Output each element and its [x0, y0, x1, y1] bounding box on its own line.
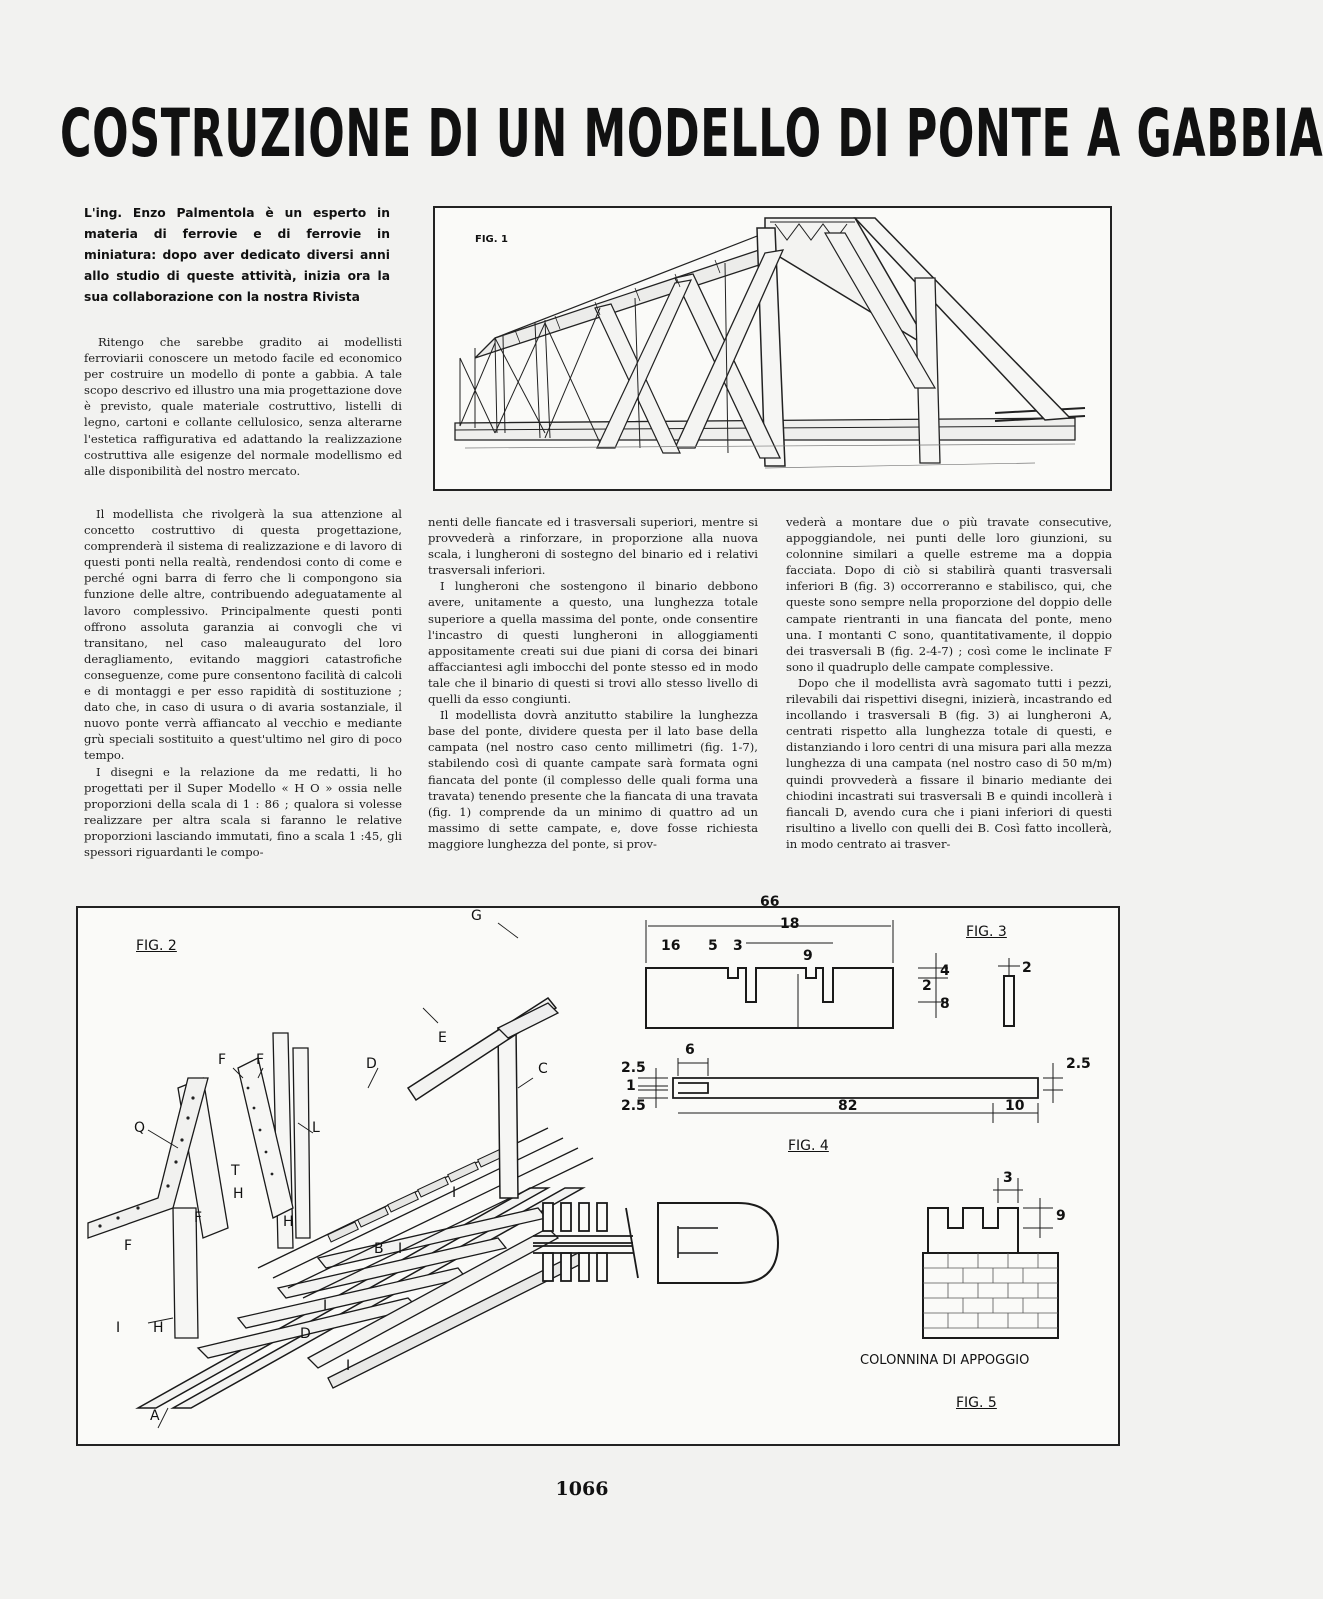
part-letter-d: D — [366, 1056, 377, 1072]
column-3 — [786, 514, 1112, 852]
part-letter-b: B — [374, 1241, 384, 1257]
column-2 — [428, 514, 758, 852]
dimension-8: 8 — [940, 996, 950, 1012]
part-letter-h: H — [153, 1320, 164, 1336]
paragraph: nenti delle fiancate ed i trasversali superiori, mentre si provvederà a rinforzare, in proporzione alla nuova scala, i lungheroni di sostegno del binario ed i relativi trasversali inferiori. — [428, 515, 758, 578]
article-title: COSTRUZIONE DI UN MODELLO DI PONTE A GABBIA — [60, 95, 1323, 172]
author-lead: L'ing. Enzo Palmentola è un esperto in materia di ferrovie e di ferrovie in miniatura: dopo aver dedicato diversi anni allo studio di queste attività, inizia ora la sua collaborazione con la nostra Rivista — [84, 206, 390, 304]
part-letter-a: A — [150, 1408, 160, 1424]
dimension-2-5: 2.5 — [621, 1098, 646, 1114]
part-letter-f: F — [218, 1052, 227, 1068]
part-letter-e: E — [438, 1030, 447, 1046]
dimension-2: 2 — [1022, 960, 1032, 976]
dimension-9: 9 — [1056, 1208, 1066, 1224]
figure-4-label: FIG. 4 — [788, 1138, 829, 1154]
part-letter-i: I — [346, 1358, 351, 1374]
figure-2-label: FIG. 2 — [136, 938, 177, 954]
dimension-18: 18 — [780, 916, 800, 932]
paragraph: Ritengo che sarebbe gradito ai modellisti ferroviarii conoscere un metodo facile ed economico per costruire un modello di ponte a gabbia. A tale scopo descrivo ed illustro una mia progettazione dove è previsto, quale materiale costruttivo, listelli di legno, cartoni e collante cellulosico, senza alterarne l'estetica raffigurativa ed adattando la realizzazione costruttiva alle esigenze del normale modellismo ed alle disponibilità del nostro mercato. — [84, 335, 402, 478]
dimension-3: 3 — [1003, 1170, 1013, 1186]
dimension-2-5: 2.5 — [1066, 1056, 1091, 1072]
part-letter-t: T — [231, 1163, 240, 1179]
paragraph: I disegni e la relazione da me redatti, li ho progettati per il Super Modello « H O » ossia nelle proporzioni della scala di 1 : 86 ; qualora si volesse realizzare per altra scala si faranno le relative proporzioni lasciando immutati, fino a scala 1 :45, gli spessori riguardanti le compo- — [84, 764, 402, 859]
part-letter-i: I — [323, 1298, 328, 1314]
figure-3-label: FIG. 3 — [966, 924, 1007, 940]
dimension-9: 9 — [803, 948, 813, 964]
column-1-body — [84, 506, 402, 860]
dimension-1: 1 — [626, 1078, 636, 1094]
part-letter-l: L — [312, 1120, 320, 1136]
figure-5-label: FIG. 5 — [956, 1395, 997, 1411]
dimension-10: 10 — [1005, 1098, 1025, 1114]
part-letter-c: C — [538, 1061, 548, 1077]
paragraph: Il modellista dovrà anzitutto stabilire la lunghezza base del ponte, dividere questa per il lato base della campata (nel nostro caso cento millimetri (fig. 1-7), stabilendo così di quante campate sarà formata ogni fiancata del ponte (il complesso delle quali forma una travata) tenendo presente che la fiancata di una travata (fig. 1) comprende da un minimo di quattro ad un massimo di sette campate, e, dove fosse richiesta maggiore lunghezza del ponte, si prov- — [428, 708, 758, 851]
figure-1-label: FIG. 1 — [475, 234, 508, 245]
part-letter-h: H — [233, 1186, 244, 1202]
part-letter-h: H — [283, 1214, 294, 1230]
dimension-6: 6 — [685, 1042, 695, 1058]
part-letter-q: Q — [134, 1120, 146, 1136]
paragraph: vederà a montare due o più travate consecutive, appoggiandole, nei punti delle loro giunzioni, su colonnine similari a quelle estreme ma a doppia facciata. Dopo di ciò si stabilirà quanti trasversali inferiori B (fig. 3) occorreranno e stabilisco, qui, che queste sono sempre nella proporzione del doppio delle campate rientranti in una fiancata del ponte, meno una. I montanti C sono, quantitativamente, il doppio dei trasversali B (fig. 2-4-7) ; così come le inclinate F sono il quadruplo delle campate complessive. — [786, 515, 1112, 674]
part-letter-i: I — [398, 1241, 403, 1257]
figures-2-to-5-panel — [76, 894, 1120, 1446]
paragraph: I lungheroni che sostengono il binario debbono avere, unitamente a questo, una lunghezza totale superiore a quella massima del ponte, onde consentire l'incastro di questi lungheroni in alloggiamenti appositamente creati sui due piani di corsa dei binari affacciantesi agli imbocchi del ponte stesso ed in modo tale che il binario di questi si trovi allo stesso livello di quelli da esso congiunti. — [428, 579, 758, 707]
part-letter-f: F — [194, 1210, 203, 1226]
dimension-16: 16 — [661, 938, 681, 954]
paragraph: Il modellista che rivolgerà la sua attenzione al concetto costruttivo di questa progettazione, comprenderà il sistema di realizzazione e di lavoro di questi ponti nella realtà, rendendosi conto di come e perché ogni barra di ferro che li compongono sia funzione delle altre, contribuendo adeguatamente al lavoro complessivo. Principalmente questi ponti offrono assoluta garanzia ai convogli che vi transitano, nel caso maleaugurato del loro deragliamento, evitando maggiori catastrofiche conseguenze, come pure consentono facilità di calcoli e di montaggi e per esso rapidità di sostituzione ; dato che, in caso di usura o di avaria sostanziale, il nuovo ponte verrà affiancato al vecchio e mediante grù speciali sostituito a quest'ultimo nel giro di poco tempo. — [84, 507, 402, 763]
dimension-3: 3 — [733, 938, 743, 954]
part-letter-d: D — [300, 1326, 311, 1342]
dimension-5: 5 — [708, 938, 718, 954]
dimension-4: 4 — [940, 963, 950, 979]
dimension-66: 66 — [760, 894, 780, 910]
figure-5-caption: COLONNINA DI APPOGGIO — [860, 1353, 1030, 1368]
paragraph: Dopo che il modellista avrà sagomato tutti i pezzi, rilevabili dai rispettivi disegni, inizierà, incastrando ed incollando i trasversali B (fig. 3) ai lungheroni A, centrati rispetto alla lunghezza totale di questi, e distanziando i loro centri di una misura pari alla mezza lunghezza di una campata (nel nostro caso di 50 m/m) quindi provvederà a fissare il binario mediante dei chiodini incastrati sui trasversali B e quindi incollerà i fiancali D, avendo cura che i piani inferiori di questi risultino a livello con quelli dei B. Così fatto incollerà, in modo centrato ai trasver- — [786, 675, 1112, 851]
part-letter-g: G — [471, 908, 482, 924]
part-letter-f: F — [124, 1238, 133, 1254]
part-letter-f: F — [256, 1052, 265, 1068]
dimension-2: 2 — [922, 978, 932, 994]
part-letter-i: I — [116, 1320, 121, 1336]
dimension-2-5: 2.5 — [621, 1060, 646, 1076]
figure-1-bridge-perspective — [433, 206, 1112, 491]
bridge-perspective-drawing — [435, 208, 1110, 489]
page-number: 1066 — [555, 1478, 609, 1500]
column-1-intro — [84, 334, 402, 479]
part-letter-i: I — [452, 1185, 457, 1201]
dimension-82: 82 — [838, 1098, 858, 1114]
